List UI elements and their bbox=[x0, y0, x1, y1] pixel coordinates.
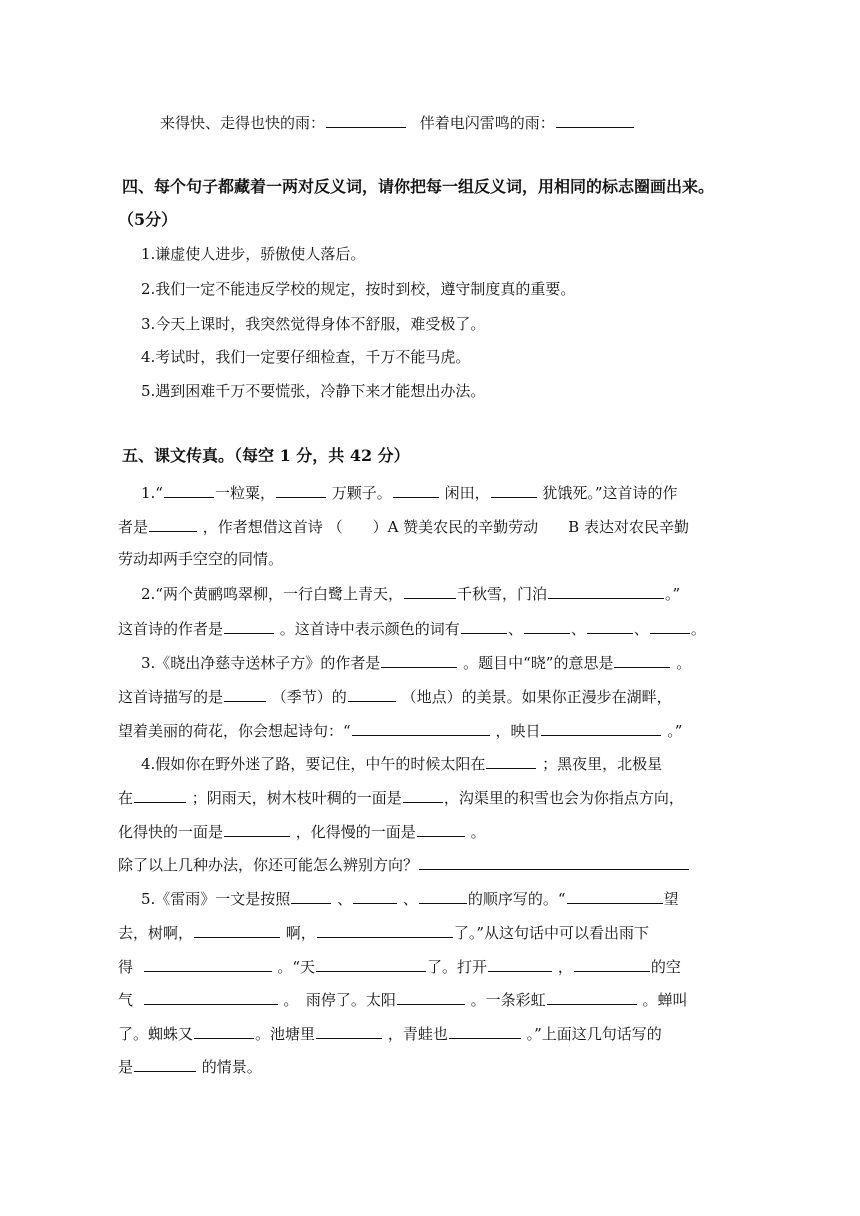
q3-text: （季节）的 bbox=[271, 688, 347, 706]
answer-blank[interactable] bbox=[291, 888, 331, 904]
q1-text: 万颗子。 bbox=[331, 484, 392, 502]
answer-blank[interactable] bbox=[224, 618, 274, 634]
q3-text: 这首诗描写的是 bbox=[118, 688, 224, 706]
q5-line-6 bbox=[118, 1056, 262, 1077]
section4-title: 四、每个句子都藏着一两对反义词，请你把每一组反义词，用相同的标志圈画出来。 bbox=[122, 177, 715, 196]
answer-blank[interactable] bbox=[393, 482, 439, 498]
label-fast-rain: 来得快、走得也快的雨： bbox=[160, 114, 326, 132]
q5-text: 的情景。 bbox=[201, 1058, 262, 1076]
answer-blank[interactable] bbox=[352, 720, 490, 736]
q4-text: ；阴雨天，树木枝叶稠的一面是 bbox=[191, 789, 402, 807]
q2-sep: 、 bbox=[507, 620, 523, 638]
q1-line-1 bbox=[141, 482, 678, 503]
q4-text: ，化得慢的一面是 bbox=[295, 823, 416, 841]
q3-line-2 bbox=[118, 686, 672, 707]
q3-text: 。 bbox=[676, 654, 692, 672]
q5-text: ， bbox=[557, 958, 573, 976]
q4-line-4 bbox=[118, 854, 690, 875]
q2-text: 2.“两个黄鹂鸣翠柳，一行白鹭上青天， bbox=[141, 585, 403, 603]
q2-line-2 bbox=[118, 618, 706, 639]
q1-text: 者是 bbox=[118, 518, 149, 536]
answer-blank[interactable] bbox=[224, 821, 290, 837]
q2-text: 千秋雪，门泊 bbox=[456, 585, 547, 603]
section4-item-5: 5.遇到困难千万不要慌张，冷静下来才能想出办法。 bbox=[141, 382, 486, 400]
q3-line-1 bbox=[141, 652, 691, 673]
section3-tail-line bbox=[160, 112, 635, 133]
q1-text: ，作者想借这首诗 （ ）A 赞美农民的辛勤劳动 B 表达对农民辛勤 bbox=[202, 518, 689, 536]
answer-blank[interactable] bbox=[403, 787, 443, 803]
section4-item-4: 4.考试时，我们一定要仔细检查，千万不能马虎。 bbox=[141, 348, 471, 366]
answer-blank[interactable] bbox=[449, 1023, 521, 1039]
q5-text: ，青蛙也 bbox=[387, 1025, 448, 1043]
q2-sep: 、 bbox=[570, 620, 586, 638]
q4-line-3 bbox=[118, 821, 486, 842]
answer-blank[interactable] bbox=[567, 888, 663, 904]
q5-text: 5.《雷雨》一文是按照 bbox=[141, 890, 291, 908]
q5-text: 了。蜘蛛又 bbox=[118, 1025, 194, 1043]
q2-line-1 bbox=[141, 583, 680, 604]
q3-text: （地点）的美景。如果你正漫步在湖畔， bbox=[401, 688, 672, 706]
q5-text: 的空 bbox=[650, 958, 681, 976]
answer-blank[interactable] bbox=[556, 112, 634, 128]
answer-blank[interactable] bbox=[419, 854, 689, 870]
q5-sep: 、 bbox=[337, 890, 353, 908]
answer-blank[interactable] bbox=[194, 922, 280, 938]
answer-blank[interactable] bbox=[650, 618, 690, 634]
answer-blank[interactable] bbox=[541, 720, 661, 736]
q3-text: 望着美丽的荷花，你会想起诗句：“ bbox=[118, 722, 351, 740]
answer-blank[interactable] bbox=[419, 888, 467, 904]
q4-text: 4.假如你在野外迷了路，要记住，中午的时候太阳在 bbox=[141, 755, 486, 773]
answer-blank[interactable] bbox=[587, 618, 633, 634]
q2-text: 。” bbox=[665, 585, 681, 603]
q1-text: 闲田， bbox=[444, 484, 490, 502]
section4-item-2: 2.我们一定不能违反学校的规定，按时到校，遵守制度真的重要。 bbox=[141, 280, 576, 298]
q5-text: 。”上面这几句话写的 bbox=[526, 1025, 662, 1043]
answer-blank[interactable] bbox=[316, 1023, 382, 1039]
q5-text: 去，树啊， bbox=[118, 924, 194, 942]
q5-line-2 bbox=[118, 922, 649, 943]
answer-blank[interactable] bbox=[224, 686, 266, 702]
q2-text: 。这首诗中表示颜色的词有 bbox=[279, 620, 460, 638]
q5-text: 是 bbox=[118, 1058, 134, 1076]
section4-item-1: 1.谦虚使人进步，骄傲使人落后。 bbox=[141, 245, 366, 263]
q4-text: 。 bbox=[470, 823, 486, 841]
answer-blank[interactable] bbox=[144, 956, 272, 972]
label-thunder-rain: 伴着电闪雷鸣的雨： bbox=[419, 114, 555, 132]
answer-blank[interactable] bbox=[276, 482, 326, 498]
q5-text: 。蝉叫 bbox=[642, 991, 688, 1009]
q3-text: ，映日 bbox=[495, 722, 541, 740]
answer-blank[interactable] bbox=[316, 956, 426, 972]
q5-text: 啊， bbox=[285, 924, 316, 942]
q2-sep: 、 bbox=[633, 620, 649, 638]
q1-line-3: 劳动却两手空空的同情。 bbox=[118, 550, 284, 568]
q4-text: 化得快的一面是 bbox=[118, 823, 224, 841]
answer-blank[interactable] bbox=[326, 112, 406, 128]
answer-blank[interactable] bbox=[461, 618, 507, 634]
q4-line-1 bbox=[141, 753, 662, 774]
q5-line-4 bbox=[118, 989, 687, 1010]
answer-blank[interactable] bbox=[491, 482, 537, 498]
q5-sep: 、 bbox=[402, 890, 418, 908]
answer-blank[interactable] bbox=[149, 516, 197, 532]
q1-text: 一粒粟， bbox=[214, 484, 275, 502]
q5-text: 。一条彩虹 bbox=[470, 991, 546, 1009]
q3-text: 3.《晓出净慈寺送林子方》的作者是 bbox=[141, 654, 381, 672]
q1-text: 犹饿死。”这首诗的作 bbox=[542, 484, 678, 502]
answer-blank[interactable] bbox=[404, 583, 456, 599]
answer-blank[interactable] bbox=[134, 1056, 196, 1072]
q5-text: 气 bbox=[118, 991, 134, 1009]
q3-text: 。” bbox=[667, 722, 683, 740]
q4-text: 在 bbox=[118, 789, 134, 807]
q5-text: 了。”从这句话中可以看出雨下 bbox=[453, 924, 649, 942]
q3-line-3 bbox=[118, 720, 682, 741]
q5-text: 得 bbox=[118, 958, 134, 976]
q5-text: 。池塘里 bbox=[255, 1025, 316, 1043]
q4-text: 除了以上几种办法，你还可能怎么辨别方向？ bbox=[118, 856, 419, 874]
answer-blank[interactable] bbox=[134, 787, 186, 803]
answer-blank[interactable] bbox=[574, 956, 650, 972]
answer-blank[interactable] bbox=[317, 922, 453, 938]
q1-line-2 bbox=[118, 516, 689, 537]
q3-text: 。题目中“晓”的意思是 bbox=[463, 654, 614, 672]
answer-blank[interactable] bbox=[547, 989, 637, 1005]
q5-text: 望 bbox=[663, 890, 679, 908]
q4-line-2 bbox=[118, 787, 684, 808]
section4-score: （5分） bbox=[118, 210, 178, 229]
section5-title: 五、课文传真。（每空 1 分，共 42 分） bbox=[122, 446, 410, 465]
q5-line-1 bbox=[141, 888, 679, 909]
answer-blank[interactable] bbox=[486, 753, 536, 769]
answer-blank[interactable] bbox=[348, 686, 396, 702]
answer-blank[interactable] bbox=[397, 989, 465, 1005]
q2-text: 这首诗的作者是 bbox=[118, 620, 224, 638]
q5-text: 了。打开 bbox=[427, 958, 488, 976]
answer-blank[interactable] bbox=[417, 821, 465, 837]
q5-text: 。 雨停了。太阳 bbox=[283, 991, 396, 1009]
answer-blank[interactable] bbox=[488, 956, 552, 972]
q1-text: 1.“ bbox=[141, 484, 163, 502]
q2-end: 。 bbox=[690, 620, 706, 638]
answer-blank[interactable] bbox=[164, 482, 214, 498]
section4-item-3: 3.今天上课时，我突然觉得身体不舒服，难受极了。 bbox=[141, 315, 486, 333]
answer-blank[interactable] bbox=[353, 888, 397, 904]
answer-blank[interactable] bbox=[524, 618, 570, 634]
q5-line-5 bbox=[118, 1023, 662, 1044]
q5-line-3 bbox=[118, 956, 681, 977]
q4-text: ，沟渠里的积雪也会为你指点方向， bbox=[443, 789, 684, 807]
q5-text: 的顺序写的。“ bbox=[467, 890, 566, 908]
q4-text: ；黑夜里，北极星 bbox=[542, 755, 663, 773]
answer-blank[interactable] bbox=[144, 989, 278, 1005]
q5-text: 。“天 bbox=[277, 958, 316, 976]
answer-blank[interactable] bbox=[614, 652, 670, 668]
answer-blank[interactable] bbox=[381, 652, 457, 668]
answer-blank[interactable] bbox=[548, 583, 664, 599]
answer-blank[interactable] bbox=[194, 1023, 254, 1039]
